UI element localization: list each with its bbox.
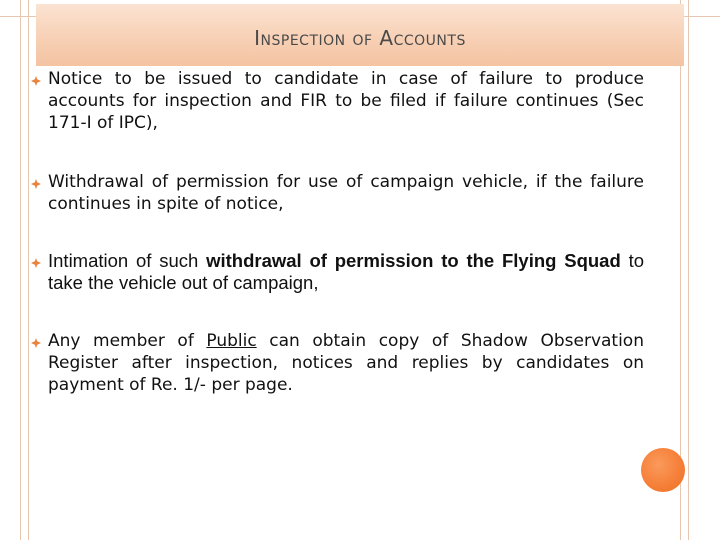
fleuron-bullet-icon — [30, 257, 42, 269]
bullet-text-part: to take the vehicle out of campaign, — [48, 250, 644, 293]
bullet-item — [24, 171, 644, 215]
fleuron-bullet-icon — [30, 337, 42, 349]
bullet-text: Withdrawal of permission for use of campaign vehicle, if the failure continues in spite of notice, — [48, 172, 644, 214]
fleuron-bullet-icon — [30, 178, 42, 190]
bullet-item — [24, 330, 644, 396]
slide-title: Inspection of Accounts — [254, 26, 466, 50]
bullet-item — [24, 68, 644, 134]
bullet-text-part: Any member of — [48, 331, 207, 351]
bullet-bold-text: withdrawal of permission to the Flying Squad — [206, 250, 621, 271]
bullet-text-part: Intimation of such — [48, 250, 207, 271]
underlined-word: Public — [206, 331, 257, 351]
bullet-item — [24, 250, 644, 294]
fleuron-bullet-icon — [30, 75, 42, 87]
decorative-orange-circle — [641, 448, 685, 492]
bullet-text: Notice to be issued to candidate in case of failure to produce accounts for inspection and FIR to be filed if failure continues (Sec 171-I of IPC), — [48, 69, 644, 133]
bullet-text-part: can obtain copy of Shadow Observation Register after inspection, notices and replies by candidates on payment of Re. 1/- per page. — [48, 331, 644, 395]
bullet-list — [24, 68, 644, 396]
